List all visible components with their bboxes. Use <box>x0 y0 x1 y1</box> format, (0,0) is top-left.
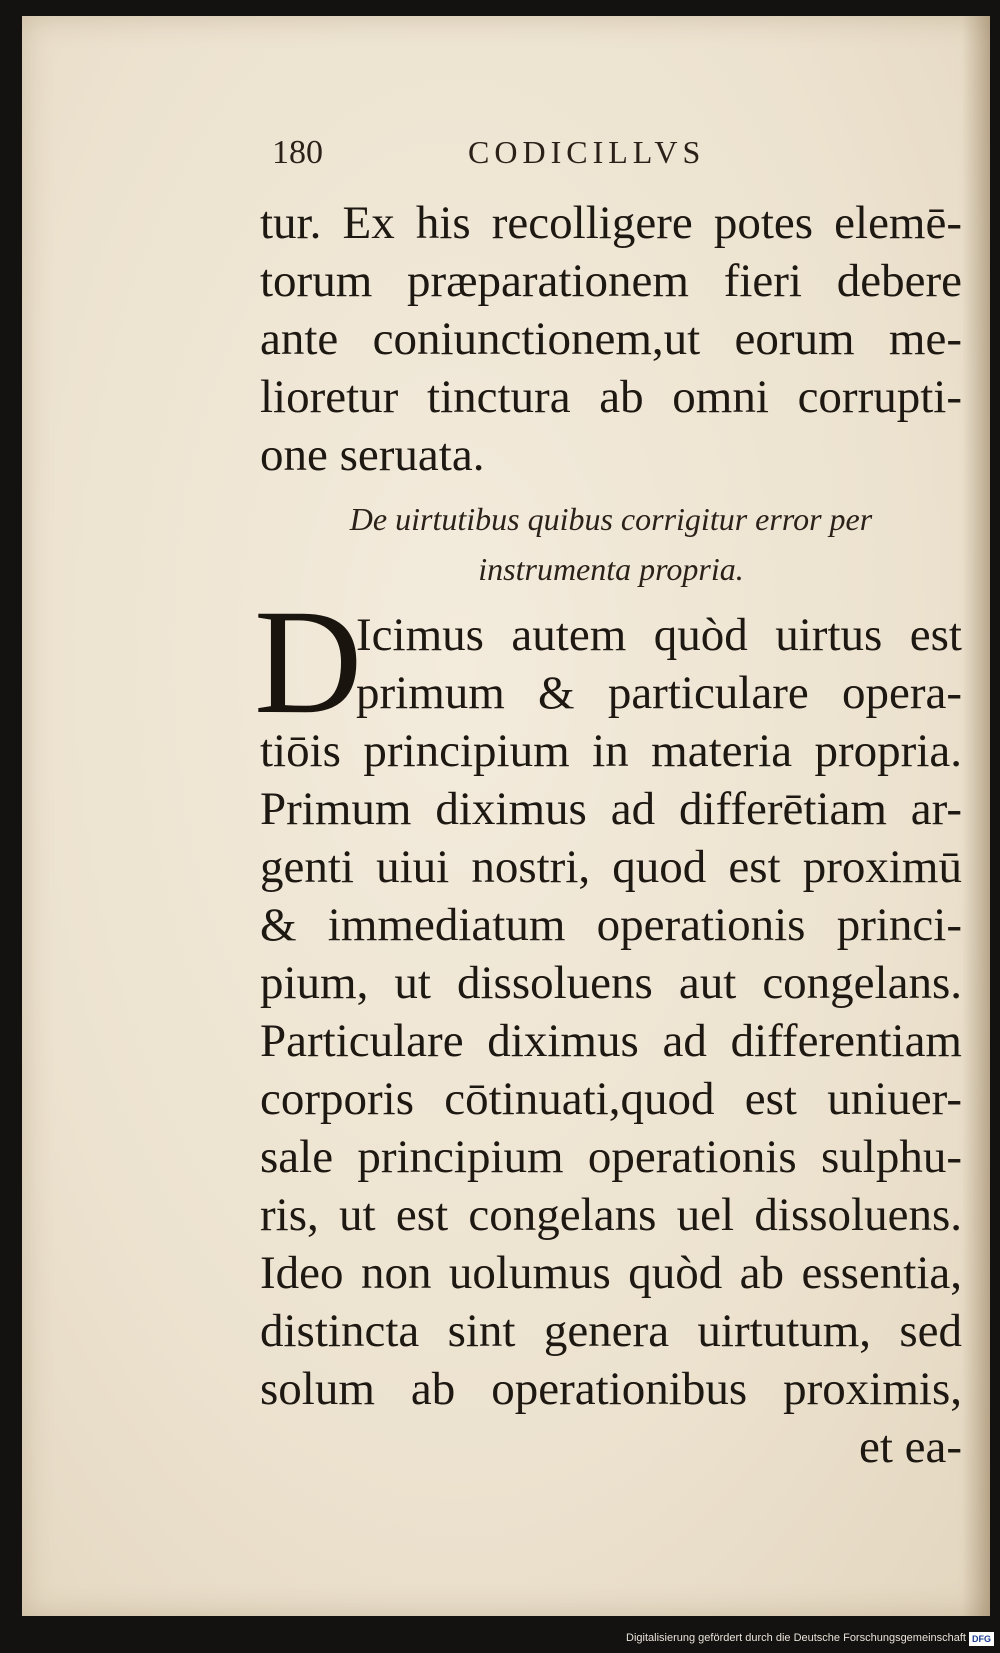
text-line: one seruata. <box>260 429 485 481</box>
footer-bar <box>0 1623 1000 1653</box>
text-line: torum præparationem fieri debere <box>260 255 962 307</box>
text-line: & immediatum operationis princi- <box>260 899 962 951</box>
page-edge-shadow <box>962 16 990 1616</box>
text-line: lioretur tinctura ab omni corrupti- <box>260 371 962 423</box>
main-paragraph <box>254 579 962 1476</box>
text-line: primum & particulare opera- <box>356 667 962 719</box>
text-line: Icimus autem quòd uirtus est <box>356 609 962 661</box>
drop-cap-initial: D <box>254 579 363 745</box>
text-line: solum ab operationibus proximis, <box>260 1363 962 1415</box>
text-line: tiōis principium in materia propria. <box>260 725 962 777</box>
catchword: et ea- <box>858 1421 962 1473</box>
text-line: ris, ut est congelans uel dissoluens. <box>260 1189 962 1241</box>
text-line: Ideo non uolumus quòd ab essentia, <box>260 1247 962 1299</box>
book-page <box>22 16 990 1616</box>
text-line: Particulare diximus ad differentiam <box>260 1015 962 1067</box>
text-line: ante coniunctionem,ut eorum me- <box>260 313 962 365</box>
text-line: Primum diximus ad differētiam ar- <box>260 783 962 835</box>
text-line: tur. Ex his recolligere potes elemē- <box>260 197 962 249</box>
opening-paragraph <box>260 194 962 484</box>
text-line: pium, ut dissoluens aut congelans. <box>260 957 962 1009</box>
text-block <box>254 194 962 1476</box>
heading-line: instrumenta propria. <box>478 551 744 587</box>
section-heading <box>260 494 962 594</box>
page-header <box>272 134 772 174</box>
dfg-logo: DFG <box>969 1632 994 1646</box>
heading-line: De uirtutibus quibus corrigitur error per <box>349 501 873 537</box>
text-line: sale principium operationis sulphu- <box>260 1131 962 1183</box>
running-head: CODICILLVS <box>468 134 706 170</box>
digitization-credit: Digitalisierung gefördert durch die Deutsche Forschungsgemeinschaft <box>626 1632 966 1644</box>
text-line: genti uiui nostri, quod est proximū <box>260 841 962 893</box>
text-line: corporis cōtinuati,quod est uniuer- <box>260 1073 962 1125</box>
text-line: distincta sint genera uirtutum, sed <box>260 1305 962 1357</box>
page-number: 180 <box>272 134 323 171</box>
